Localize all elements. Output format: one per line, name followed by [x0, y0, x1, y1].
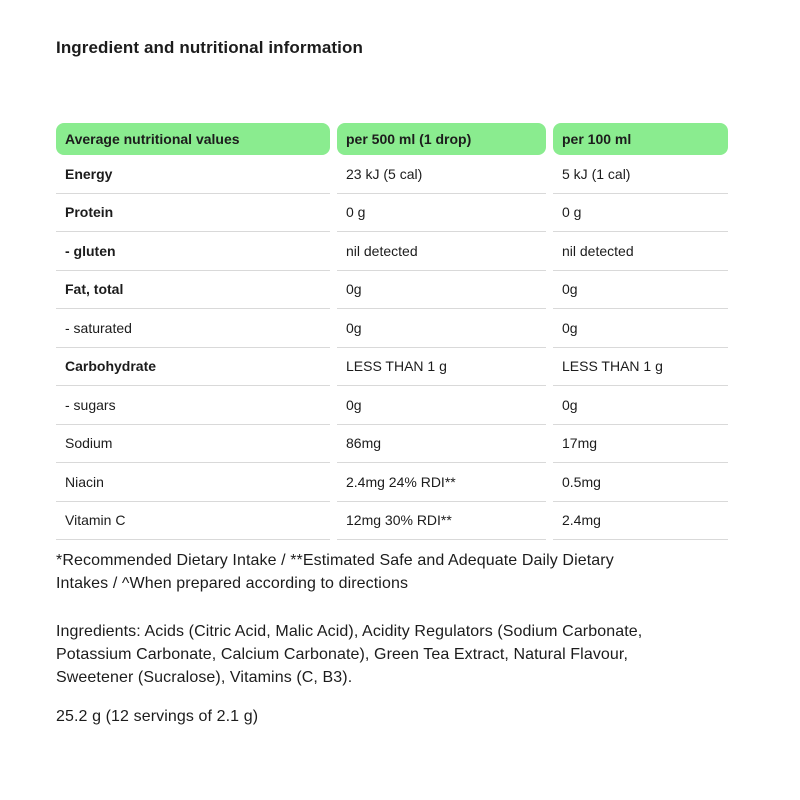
row-value-per100: 17mg — [553, 425, 728, 464]
table-row-protein — [56, 194, 728, 233]
row-value-per100: 0 g — [553, 194, 728, 233]
rdi-footnote: *Recommended Dietary Intake / **Estimated Safe and Adequate Daily Dietary Intakes / ^When prepared according to directions — [56, 552, 614, 592]
row-value-per500: 2.4mg 24% RDI** — [337, 463, 546, 502]
row-value-per100: 0g — [553, 386, 728, 425]
table-row-energy — [56, 155, 728, 194]
row-label: - gluten — [56, 232, 330, 271]
row-label: Vitamin C — [56, 502, 330, 541]
table-header-per-100ml: per 100 ml — [553, 123, 728, 155]
serving-size-info: 25.2 g (12 servings of 2.1 g) — [56, 708, 259, 725]
table-row-vitamin-c — [56, 502, 728, 541]
row-value-per100: 0g — [553, 309, 728, 348]
table-row-niacin — [56, 463, 728, 502]
row-value-per500: 23 kJ (5 cal) — [337, 155, 546, 194]
row-value-per500: 0 g — [337, 194, 546, 233]
row-label: Carbohydrate — [56, 348, 330, 387]
row-label: - sugars — [56, 386, 330, 425]
table-row-sugars — [56, 386, 728, 425]
row-label: - saturated — [56, 309, 330, 348]
table-header-row — [56, 123, 728, 155]
row-value-per100: nil detected — [553, 232, 728, 271]
row-value-per100: 0.5mg — [553, 463, 728, 502]
table-row-gluten — [56, 232, 728, 271]
row-value-per100: LESS THAN 1 g — [553, 348, 728, 387]
row-label: Sodium — [56, 425, 330, 464]
row-label: Protein — [56, 194, 330, 233]
row-value-per500: LESS THAN 1 g — [337, 348, 546, 387]
row-value-per500: nil detected — [337, 232, 546, 271]
table-header-average-values: Average nutritional values — [56, 123, 330, 155]
row-value-per100: 2.4mg — [553, 502, 728, 541]
row-value-per500: 0g — [337, 309, 546, 348]
table-row-sodium — [56, 425, 728, 464]
row-value-per500: 12mg 30% RDI** — [337, 502, 546, 541]
row-label: Niacin — [56, 463, 330, 502]
row-value-per500: 0g — [337, 386, 546, 425]
table-row-saturated — [56, 309, 728, 348]
table-row-fat-total — [56, 271, 728, 310]
row-value-per100: 5 kJ (1 cal) — [553, 155, 728, 194]
page-title: Ingredient and nutritional information — [56, 38, 363, 57]
row-label: Fat, total — [56, 271, 330, 310]
table-row-carbohydrate — [56, 348, 728, 387]
row-value-per500: 0g — [337, 271, 546, 310]
row-label: Energy — [56, 155, 330, 194]
nutrition-table — [56, 123, 728, 540]
row-value-per100: 0g — [553, 271, 728, 310]
table-header-per-500ml: per 500 ml (1 drop) — [337, 123, 546, 155]
ingredients-list: Ingredients: Acids (Citric Acid, Malic Acid), Acidity Regulators (Sodium Carbonate, Potassium Carbonate, Calcium Carbonate), Green Tea Extract, Natural Flavour, Sweetener (Sucralose), Vitamins (C, B3). — [56, 623, 643, 686]
row-value-per500: 86mg — [337, 425, 546, 464]
